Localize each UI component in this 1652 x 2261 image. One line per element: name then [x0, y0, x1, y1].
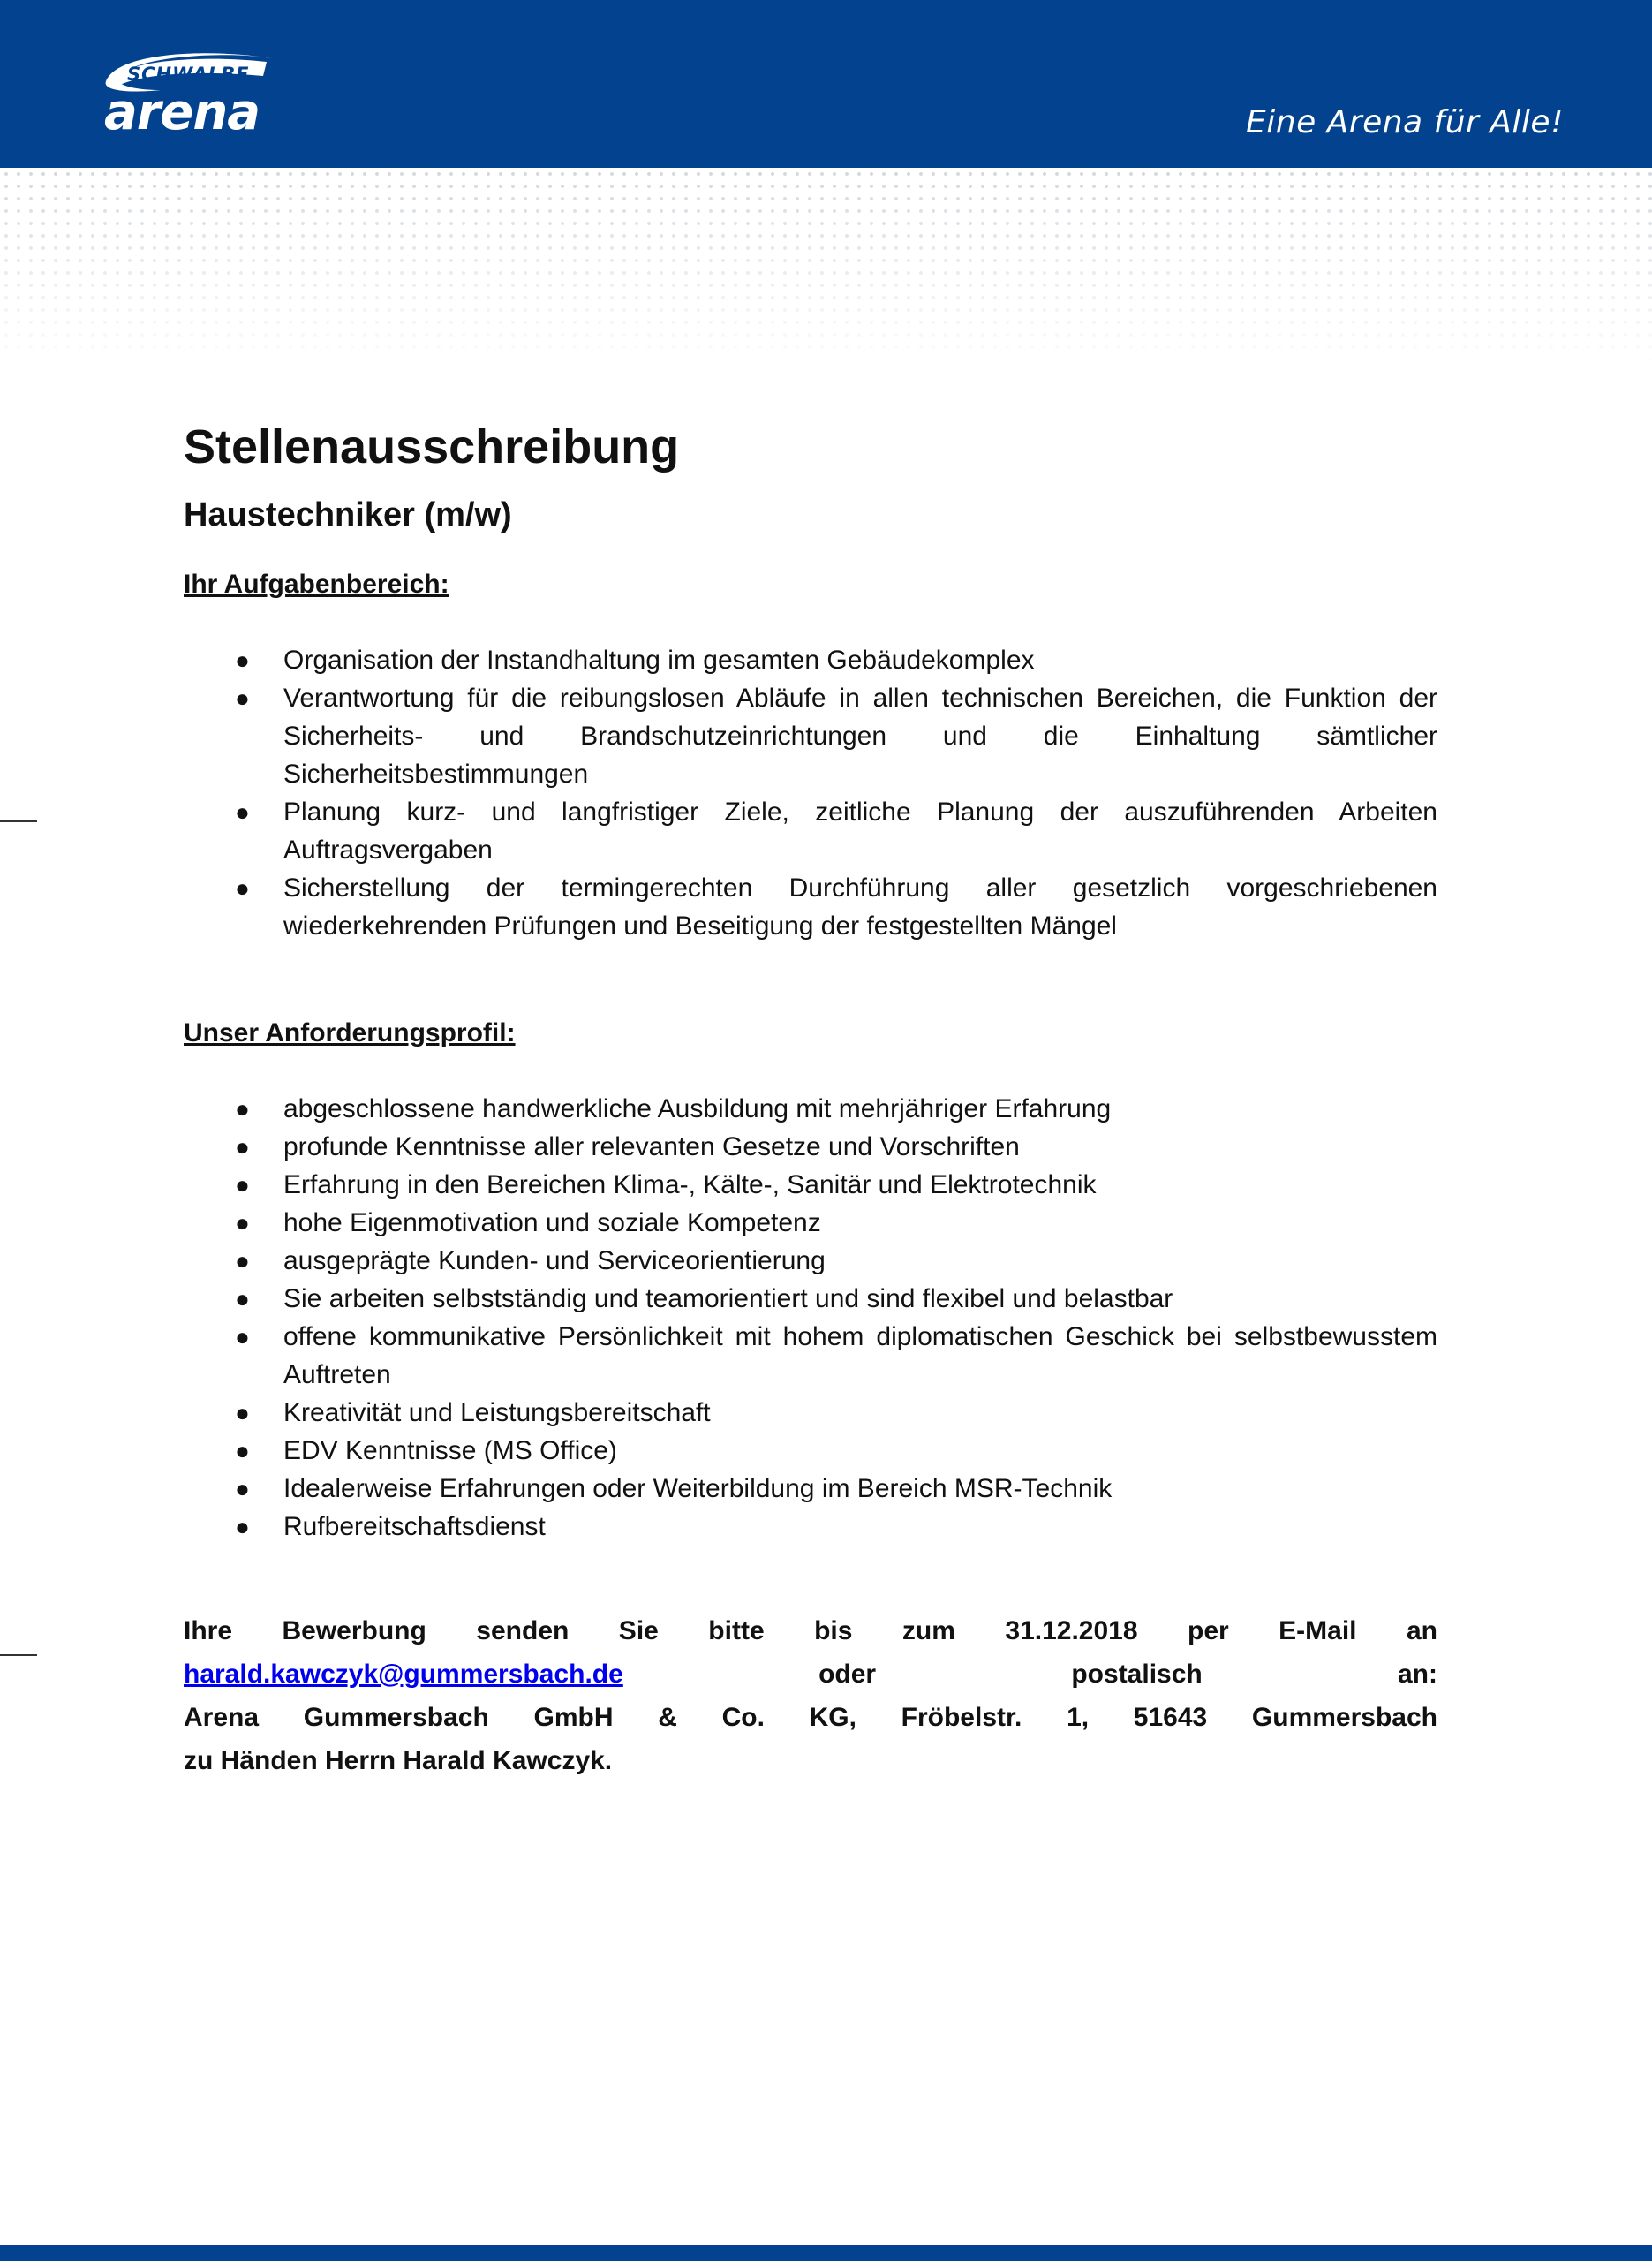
requirements-list: [184, 1090, 1437, 1546]
position-title: Haustechniker (m/w): [184, 496, 512, 533]
tasks-heading: Ihr Aufgabenbereich:: [184, 570, 449, 599]
application-instructions: [184, 1609, 1437, 1782]
schwalbe-arena-logo: [99, 46, 275, 143]
bullet-icon: ●: [235, 1209, 250, 1236]
list-item: ● Verantwortung für die reibungslosen Abläufe in allen technischen Bereichen, die Funktion der Sicherheits- und Brandschutzeinrichtungen und die Einhaltung sämtlicher Sicherheitsbestimmungen: [184, 679, 1437, 793]
logo-brand-text: SCHWALBE: [127, 64, 250, 85]
bullet-icon: ●: [235, 1095, 250, 1123]
list-item: ● Rufbereitschaftsdienst: [184, 1508, 1437, 1546]
page-header: [0, 0, 1652, 168]
application-line-1: Ihre Bewerbung senden Sie bitte bis zum 31.12.2018 per E-Mail an: [184, 1616, 1437, 1645]
list-item: ● ausgeprägte Kunden- und Serviceorientierung: [184, 1242, 1437, 1280]
list-item: ● Sicherstellung der termingerechten Durchführung aller gesetzlich vorgeschriebenen wiederkehrenden Prüfungen und Beseitigung der festgestellten Mängel: [184, 869, 1437, 945]
fold-mark: [0, 1654, 37, 1656]
list-item: ● EDV Kenntnisse (MS Office): [184, 1432, 1437, 1470]
bullet-icon: ●: [235, 1171, 250, 1199]
application-line-2-rest: oder postalisch an:: [818, 1660, 1437, 1689]
dot-pattern-decoration: [0, 168, 1652, 371]
bullet-icon: ●: [235, 1323, 250, 1350]
bullet-icon: ●: [235, 1133, 250, 1161]
bullet-icon: ●: [235, 1399, 250, 1426]
tasks-list: [184, 641, 1437, 945]
application-contact: zu Händen Herrn Harald Kawczyk.: [184, 1746, 613, 1775]
list-item: ● offene kommunikative Persönlichkeit mit hohem diplomatischen Geschick bei selbstbewusstem Auftreten: [184, 1318, 1437, 1394]
job-posting-content: [184, 415, 1437, 1782]
application-address: Arena Gummersbach GmbH & Co. KG, Fröbelstr. 1, 51643 Gummersbach: [184, 1703, 1437, 1732]
bullet-icon: ●: [235, 1513, 250, 1540]
bullet-icon: ●: [235, 647, 250, 674]
footer-bar: [0, 2245, 1652, 2261]
list-item: ● profunde Kenntnisse aller relevanten Gesetze und Vorschriften: [184, 1128, 1437, 1166]
bullet-icon: ●: [235, 684, 250, 712]
fold-mark: [0, 820, 37, 822]
logo-name-text: arena: [104, 84, 260, 141]
page-title: Stellenausschreibung: [184, 420, 680, 473]
requirements-heading: Unser Anforderungsprofil:: [184, 1018, 516, 1047]
bullet-icon: ●: [235, 1475, 250, 1502]
list-item: ● abgeschlossene handwerkliche Ausbildung mit mehrjähriger Erfahrung: [184, 1090, 1437, 1128]
bullet-icon: ●: [235, 1285, 250, 1312]
bullet-icon: ●: [235, 798, 250, 826]
email-link[interactable]: harald.kawczyk@gummersbach.de: [184, 1660, 623, 1689]
list-item: ● hohe Eigenmotivation und soziale Kompetenz: [184, 1204, 1437, 1242]
bullet-icon: ●: [235, 874, 250, 902]
list-item: ● Planung kurz- und langfristiger Ziele, zeitliche Planung der auszuführenden Arbeiten Auftragsvergaben: [184, 793, 1437, 869]
list-item: ● Organisation der Instandhaltung im gesamten Gebäudekomplex: [184, 641, 1437, 679]
list-item: ● Sie arbeiten selbstständig und teamorientiert und sind flexibel und belastbar: [184, 1280, 1437, 1318]
list-item: ● Idealerweise Erfahrungen oder Weiterbildung im Bereich MSR-Technik: [184, 1470, 1437, 1508]
list-item: ● Erfahrung in den Bereichen Klima-, Kälte-, Sanitär und Elektrotechnik: [184, 1166, 1437, 1204]
application-line-2: [184, 1652, 1437, 1696]
header-slogan: Eine Arena für Alle!: [1246, 104, 1564, 140]
list-item: ● Kreativität und Leistungsbereitschaft: [184, 1394, 1437, 1432]
bullet-icon: ●: [235, 1437, 250, 1464]
bullet-icon: ●: [235, 1247, 250, 1274]
